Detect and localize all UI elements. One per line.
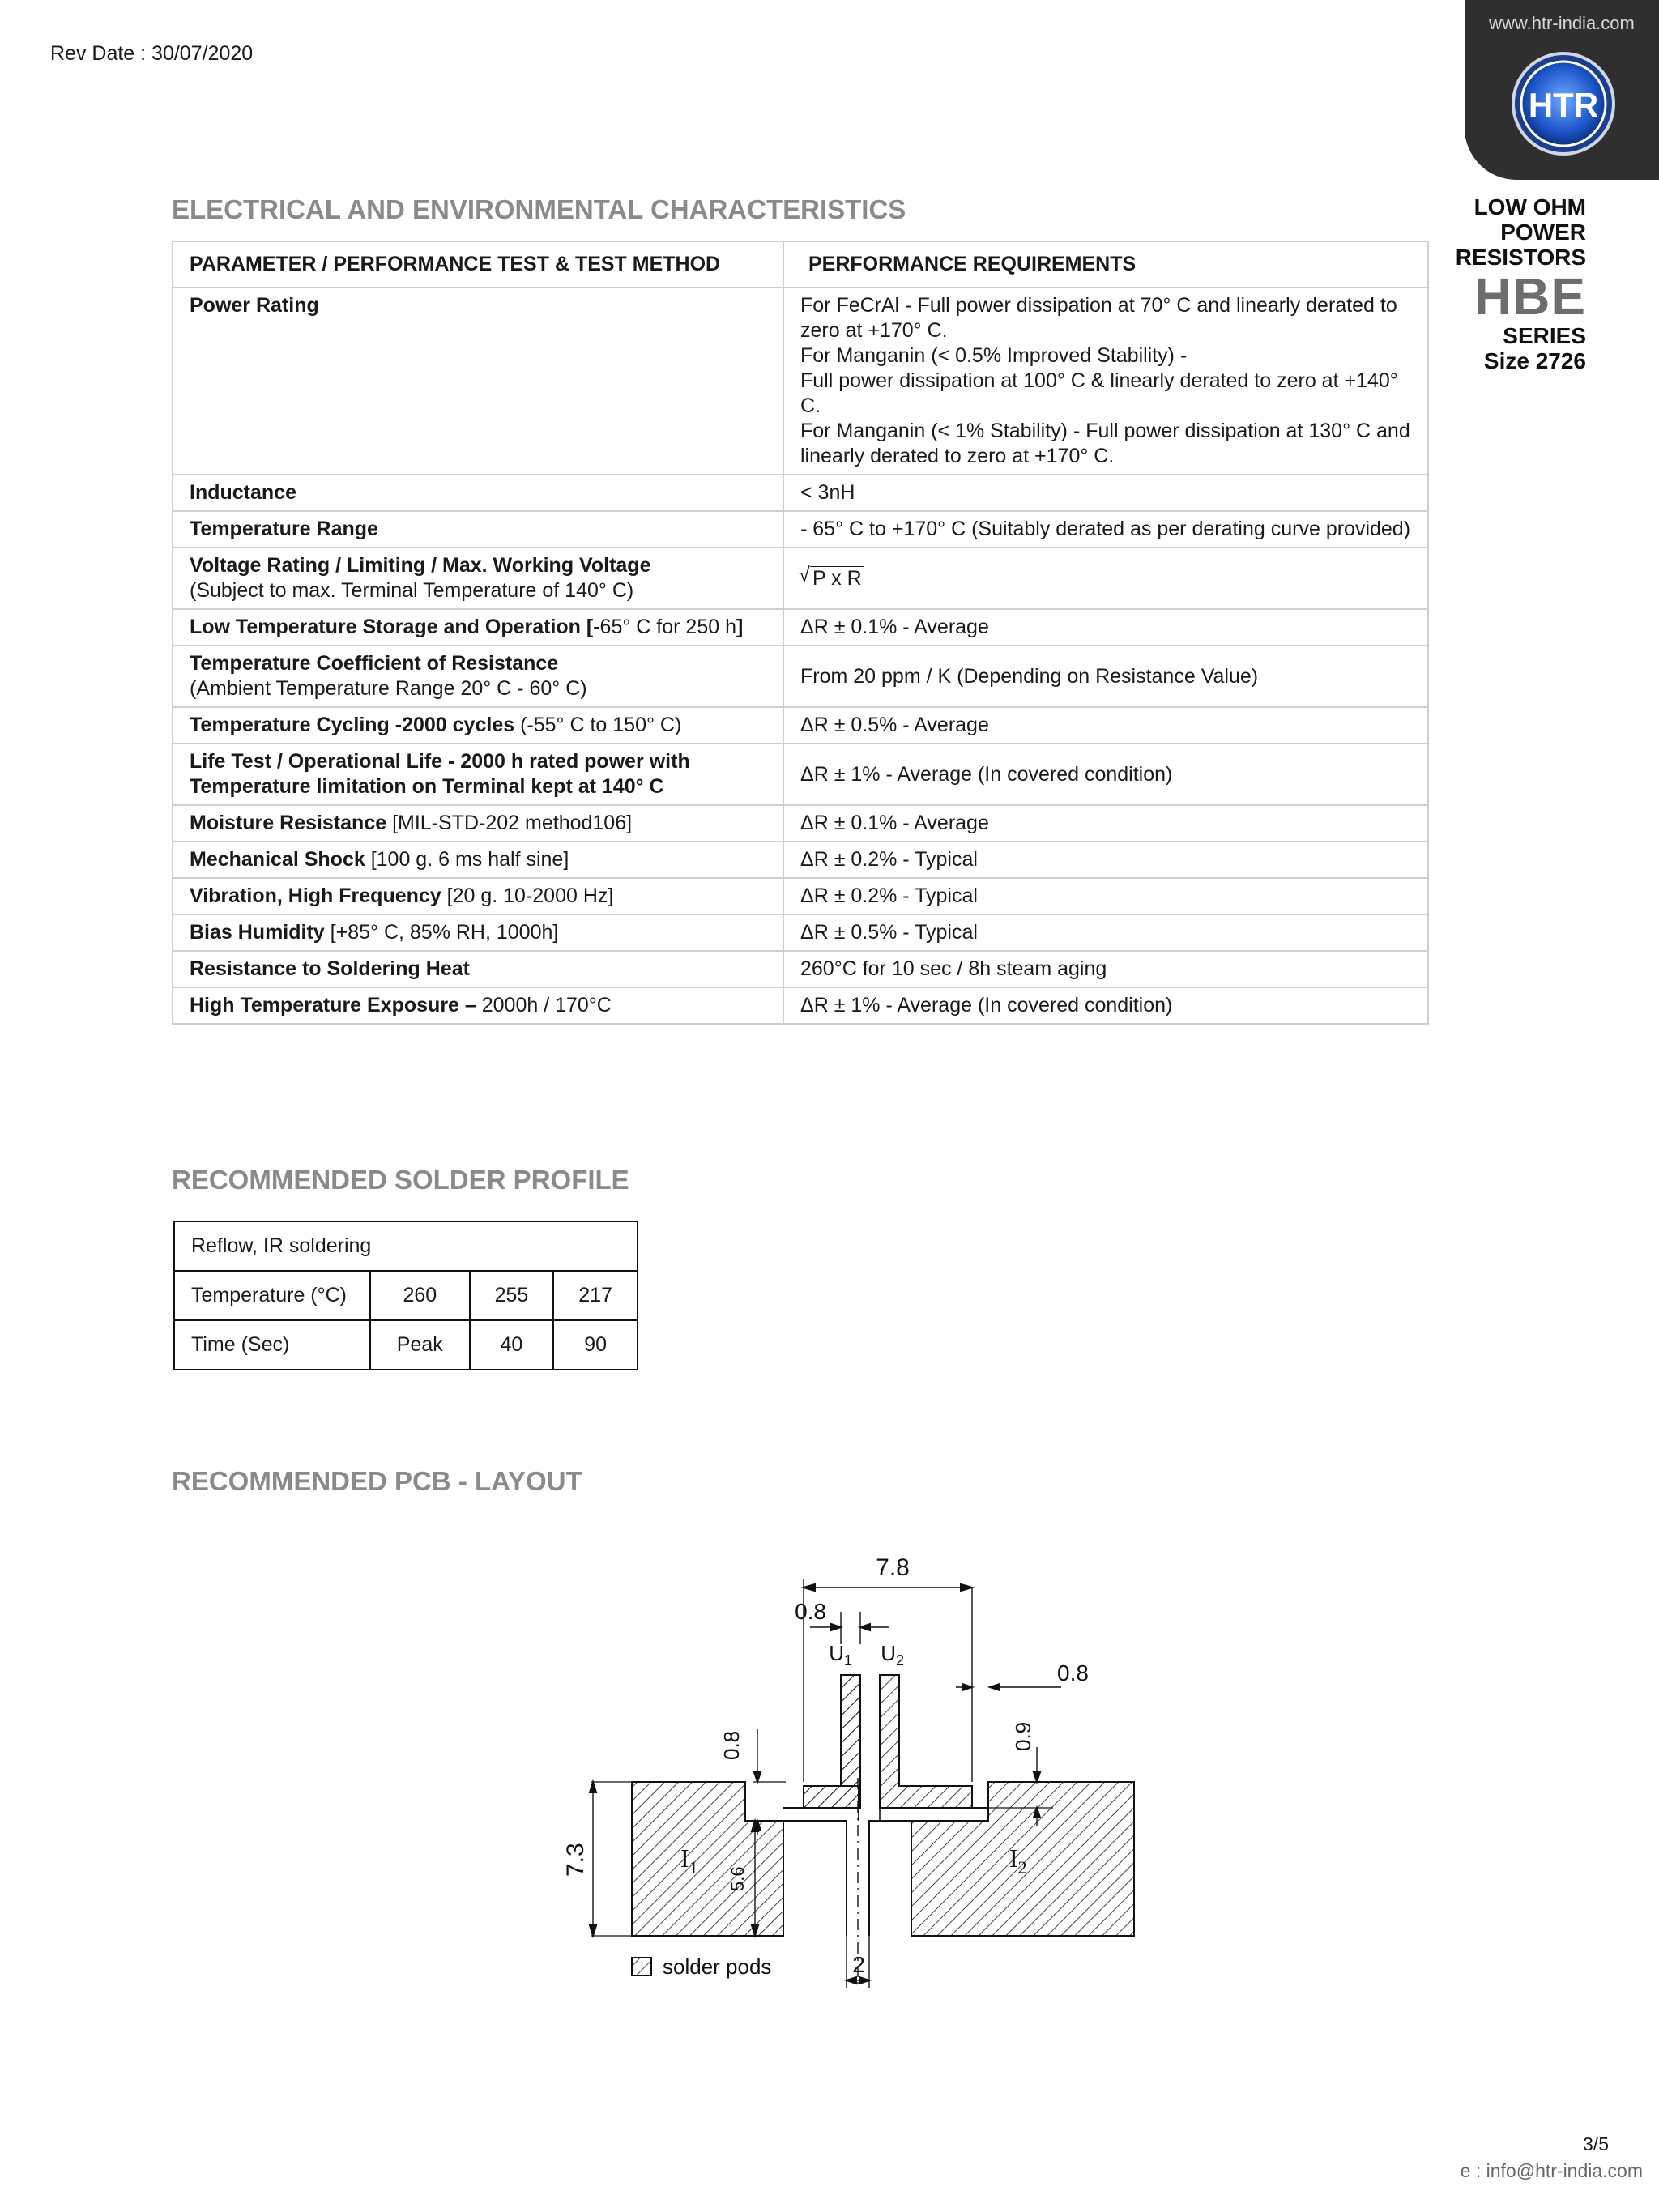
dim-left-v-label: 0.8 xyxy=(719,1730,744,1760)
table-header-row xyxy=(173,241,1428,288)
label-i1: $I_1$ xyxy=(680,1843,698,1877)
requirement-cell xyxy=(783,511,1428,548)
dim-gap-top-label: 0.8 xyxy=(795,1599,826,1624)
section-heading-pcb: RECOMMENDED PCB - LAYOUT xyxy=(172,1466,582,1496)
dim-height-label: 7.3 xyxy=(562,1843,589,1877)
requirement-text: ΔR ± 0.5% - Typical xyxy=(800,921,978,944)
requirement-text: ΔR ± 0.2% - Typical xyxy=(800,884,978,907)
parameter-condition: [100 g. 6 ms half sine] xyxy=(365,848,569,871)
label-i2: $I_2$ xyxy=(1009,1843,1027,1877)
label-u2: $U_2$ xyxy=(881,1641,904,1669)
product-title xyxy=(1456,194,1586,373)
parameter-note: (Subject to max. Terminal Temperature of 140° C) xyxy=(190,579,634,602)
column-header-requirements: PERFORMANCE REQUIREMENTS xyxy=(783,241,1428,288)
product-line-1: LOW OHM xyxy=(1473,194,1586,219)
table-cell: 90 xyxy=(553,1320,638,1370)
brand-header xyxy=(1465,0,1659,180)
requirement-text: From 20 ppm / K (Depending on Resistance Value) xyxy=(800,664,1259,688)
dim-right-label: 0.8 xyxy=(1057,1660,1089,1686)
table-row xyxy=(174,1271,638,1320)
requirement-cell xyxy=(783,609,1428,646)
requirement-text: - 65° C to +170° C (Suitably derated as per derating curve provided) xyxy=(800,518,1411,540)
parameter-name: Power Rating xyxy=(190,294,319,317)
requirement-text: ΔR ± 0.5% - Average xyxy=(800,714,989,736)
center-trace-outline xyxy=(783,1821,911,1936)
requirement-text: ΔR ± 1% - Average (In covered condition) xyxy=(800,762,1173,786)
requirement-text: < 3nH xyxy=(800,481,855,504)
parameter-name: Life Test / Operational Life - 2000 h rated power with Temperature limitation on Terminal kept at 140° C xyxy=(190,750,690,798)
parameter-condition: 65° C for 250 h xyxy=(599,616,736,638)
parameter-cell xyxy=(173,475,783,511)
website-link[interactable]: www.htr-india.com xyxy=(1489,13,1635,33)
requirement-cell xyxy=(783,744,1428,805)
parameter-name: Temperature Range xyxy=(190,518,378,540)
parameter-cell xyxy=(173,805,783,842)
section-heading-electrical: ELECTRICAL AND ENVIRONMENTAL CHARACTERISTICS xyxy=(172,194,906,224)
parameter-bracket: ] xyxy=(736,616,744,638)
requirement-cell xyxy=(783,475,1428,511)
parameter-name: Moisture Resistance xyxy=(190,812,387,834)
parameter-name: Voltage Rating / Limiting / Max. Working Voltage xyxy=(190,554,651,577)
sense-pad-u1-fill xyxy=(804,1675,860,1808)
parameter-condition: [20 g. 10-2000 Hz] xyxy=(441,884,614,907)
table-cell: 260 xyxy=(370,1271,470,1320)
requirement-text: For FeCrAl - Full power dissipation at 70° C and linearly derated to zero at +170° C. For Manganin (< 0.5% Improved Stability) - Full power dissipation at 100° C & linearly derated to zero at +140° C. For Manganin (< 1% Stability) - Full power dissipation at 130° C and linearly derated to zero at +170° C. xyxy=(800,294,1410,467)
parameter-name: Bias Humidity xyxy=(190,921,325,944)
dim-inner-label: 5.6 xyxy=(727,1866,748,1891)
parameter-condition: 2000h / 170°C xyxy=(476,994,612,1016)
parameter-name: Mechanical Shock xyxy=(190,848,365,871)
parameter-condition: [+85° C, 85% RH, 1000h] xyxy=(324,921,559,944)
requirement-cell xyxy=(783,842,1428,878)
row-label-temperature: Temperature (°C) xyxy=(174,1271,370,1320)
square-root-formula: √ P x R xyxy=(800,566,864,591)
sense-pad-u2-fill xyxy=(880,1675,972,1808)
requirement-cell xyxy=(783,805,1428,842)
parameter-name: Resistance to Soldering Heat xyxy=(190,957,470,980)
parameter-cell xyxy=(173,548,783,609)
table-row xyxy=(173,475,1428,511)
requirement-cell xyxy=(783,914,1428,951)
parameter-cell xyxy=(173,744,783,805)
section-heading-solder: RECOMMENDED SOLDER PROFILE xyxy=(172,1165,629,1195)
table-row xyxy=(173,511,1428,548)
revision-date: Rev Date : 30/07/2020 xyxy=(50,42,254,65)
requirement-text: ΔR ± 0.1% - Average xyxy=(800,616,989,638)
product-line-2: POWER xyxy=(1500,219,1586,245)
product-size: Size 2726 xyxy=(1483,348,1586,373)
row-label-time: Time (Sec) xyxy=(174,1320,370,1370)
product-series: SERIES xyxy=(1503,323,1586,348)
parameter-name: Temperature Cycling -2000 cycles xyxy=(190,714,515,736)
table-row xyxy=(173,987,1428,1024)
parameter-name: Low Temperature Storage and Operation [- xyxy=(190,616,600,638)
parameter-cell xyxy=(173,707,783,744)
requirement-cell xyxy=(783,548,1428,609)
requirement-text: ΔR ± 0.2% - Typical xyxy=(800,848,978,871)
table-row xyxy=(174,1320,638,1370)
requirement-cell xyxy=(783,878,1428,914)
legend-swatch xyxy=(632,1958,651,1975)
parameter-name: High Temperature Exposure – xyxy=(190,994,476,1016)
solder-table-title: Reflow, IR soldering xyxy=(174,1221,638,1271)
table-row xyxy=(173,707,1428,744)
table-row xyxy=(173,805,1428,842)
requirement-cell xyxy=(783,951,1428,987)
table-row xyxy=(173,548,1428,609)
characteristics-table xyxy=(172,241,1429,1025)
parameter-cell xyxy=(173,987,783,1024)
parameter-name: Vibration, High Frequency xyxy=(190,884,441,907)
table-cell: 40 xyxy=(470,1320,554,1370)
table-cell: 255 xyxy=(470,1271,554,1320)
parameter-name: Inductance xyxy=(190,481,296,504)
solder-profile-table xyxy=(173,1221,638,1370)
parameter-name: Temperature Coefficient of Resistance xyxy=(190,652,559,675)
parameter-cell xyxy=(173,842,783,878)
requirement-cell xyxy=(783,707,1428,744)
table-row xyxy=(173,609,1428,646)
legend-label: solder pods xyxy=(663,1954,772,1979)
product-code: HBE xyxy=(1473,267,1586,326)
requirement-text: ΔR ± 0.1% - Average xyxy=(800,812,989,834)
parameter-cell xyxy=(173,951,783,987)
parameter-condition: [MIL-STD-202 method106] xyxy=(386,812,633,834)
table-row xyxy=(173,288,1428,475)
table-cell: Peak xyxy=(370,1320,470,1370)
requirement-cell xyxy=(783,288,1428,475)
requirement-cell xyxy=(783,987,1428,1024)
dim-center-label: 2 xyxy=(852,1952,865,1977)
table-row xyxy=(173,842,1428,878)
solder-pad-left xyxy=(632,1782,783,1936)
table-row xyxy=(173,951,1428,987)
requirement-text: ΔR ± 1% - Average (In covered condition) xyxy=(800,994,1173,1016)
parameter-cell xyxy=(173,511,783,548)
requirement-cell xyxy=(783,646,1428,707)
label-u1: $U_1$ xyxy=(829,1641,852,1669)
parameter-cell xyxy=(173,646,783,707)
table-row xyxy=(173,914,1428,951)
dim-right-v-label: 0.9 xyxy=(1011,1721,1035,1751)
dim-width-label: 7.8 xyxy=(876,1554,910,1581)
parameter-condition: (-55° C to 150° C) xyxy=(514,714,682,736)
svg-text:HTR: HTR xyxy=(1528,86,1599,124)
htr-logo xyxy=(1491,47,1636,160)
pcb-layout-diagram xyxy=(518,1543,1166,1997)
table-cell: 217 xyxy=(553,1271,638,1320)
table-row xyxy=(173,744,1428,805)
parameter-cell xyxy=(173,914,783,951)
product-line-3: RESISTORS xyxy=(1455,245,1586,270)
requirement-text: 260°C for 10 sec / 8h steam aging xyxy=(800,957,1107,980)
table-row xyxy=(173,878,1428,914)
parameter-cell xyxy=(173,288,783,475)
footer-email[interactable]: e : info@htr-india.com xyxy=(1460,2160,1643,2181)
parameter-cell xyxy=(173,609,783,646)
table-row xyxy=(173,646,1428,707)
page-number: 3/5 xyxy=(1583,2133,1609,2154)
parameter-cell xyxy=(173,878,783,914)
solder-title-row xyxy=(174,1221,638,1271)
column-header-parameter: PARAMETER / PERFORMANCE TEST & TEST METHOD xyxy=(173,241,783,288)
parameter-note: (Ambient Temperature Range 20° C - 60° C) xyxy=(190,677,587,700)
